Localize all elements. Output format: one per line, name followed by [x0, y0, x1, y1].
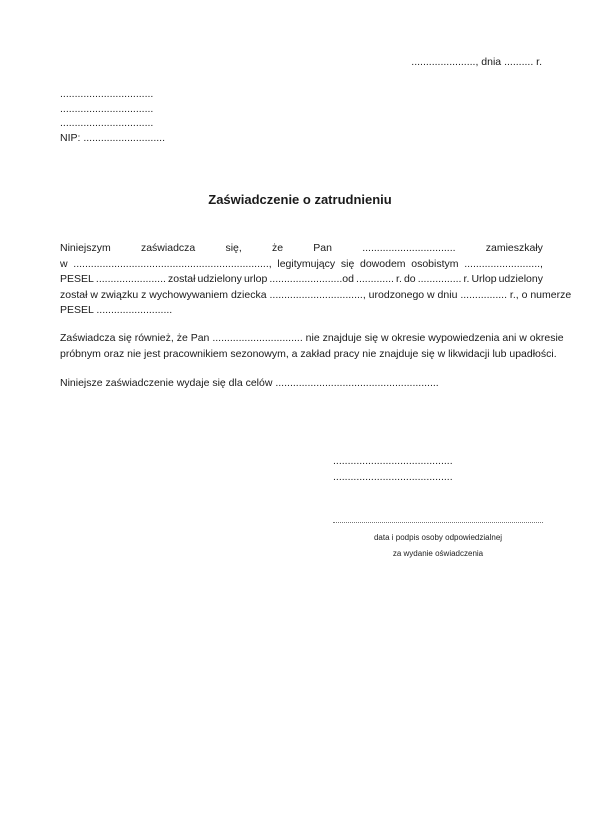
word: ............... — [417, 273, 462, 285]
paragraph-line — [60, 257, 543, 273]
sender-line: ................................ — [60, 88, 154, 100]
word: ............. — [356, 273, 394, 285]
signature-dots: ......................................... — [333, 455, 453, 467]
paragraph-employment — [60, 241, 572, 319]
word: .........................., — [464, 257, 543, 270]
signature-dots: ......................................... — [333, 471, 453, 483]
paragraph-line: próbnym oraz nie jest pracownikiem sezonowym, a zakład pracy nie znajduje się w likwidacji lub upadłości. — [60, 347, 557, 360]
word: do — [403, 273, 416, 285]
word: Urlop — [471, 273, 497, 285]
sender-block — [60, 87, 165, 145]
word: legitymujący — [277, 257, 336, 270]
word: ..................................................................., — [73, 257, 272, 270]
word: zaświadcza — [140, 242, 196, 254]
paragraph-line — [60, 272, 543, 288]
word: osobistym — [411, 257, 459, 270]
word: .........................od — [269, 273, 354, 285]
paragraph-line: PESEL .......................... — [60, 304, 173, 316]
paragraph-status — [60, 331, 564, 362]
signature-line — [333, 522, 543, 523]
word: dowodem — [360, 257, 406, 270]
paragraph-line — [60, 241, 543, 257]
word: został — [168, 273, 196, 285]
sender-line: ................................ — [60, 102, 154, 115]
word: Pan — [313, 242, 332, 254]
word: r. — [396, 273, 402, 285]
word: r. — [463, 273, 470, 285]
word: w — [60, 257, 68, 270]
word: urlop — [243, 273, 268, 285]
date-line: ......................, dnia .......... r. — [411, 56, 542, 68]
paragraph-line: Zaświadcza się również, że Pan ............................... nie znajduje się w okresie wypowiedzenia ani w okresie — [60, 332, 564, 344]
paragraph-purpose: Niniejsze zaświadczenie wydaje się dla celów ........................................................ — [60, 377, 439, 389]
word: PESEL — [60, 273, 94, 285]
word: udzielony — [197, 273, 242, 285]
word: się — [340, 257, 355, 270]
word: się, — [225, 242, 242, 254]
paragraph-line: został w związku z wychowywaniem dziecka ................................, urodzonego w dniu ................ r., o numerze — [60, 288, 572, 301]
document-title: Zaświadczenie o zatrudnieniu — [208, 192, 392, 207]
sender-line: ................................ — [60, 117, 154, 129]
sender-nip-line: NIP: ............................ — [60, 131, 166, 144]
word: ........................ — [95, 273, 166, 285]
word: zamieszkały — [485, 242, 543, 254]
signature-caption: data i podpis osoby odpowiedzialnej — [373, 533, 503, 542]
signature-caption: za wydanie oświadczenia — [392, 549, 484, 558]
word: Niniejszym — [60, 242, 111, 254]
word: udzielony — [498, 273, 543, 285]
word: ................................ — [362, 242, 456, 254]
word: że — [272, 242, 284, 254]
